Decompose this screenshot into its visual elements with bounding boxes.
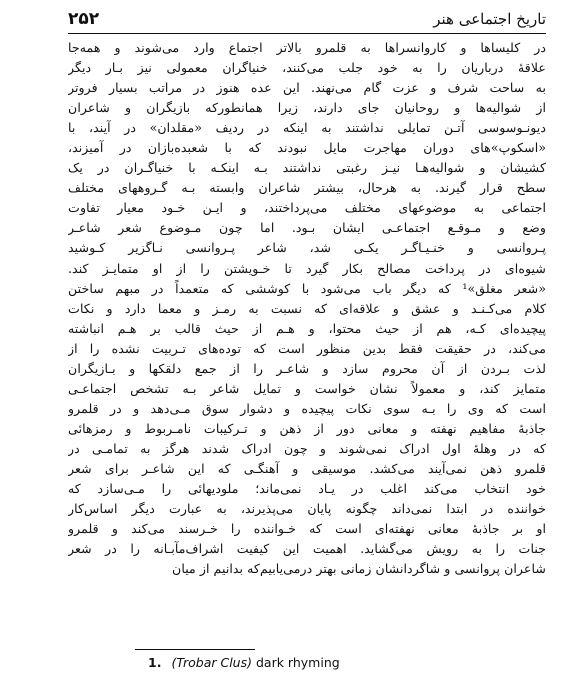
text-line: متمایز کند، و معمولاً نشان خواست و تمایل شاعر بـه تشخص اجتماعـی — [68, 380, 546, 396]
body-text — [68, 38, 546, 579]
text-line: او بر جاذبهٔ معانی نهفته‌ای است که خـواننده را خـرسند می‌کند و قلمرو — [68, 521, 546, 537]
text-line: شیوه‌ای در پرداخت مصالح بکار گیرد تا خـویشتن را از او متمایـز کند. — [68, 260, 546, 276]
text-line: سطح قرار گیرند. به هرحال، بیشتر شاعران وابسته بـه گـروههای مختلف — [68, 180, 546, 196]
text-line: پـروانسی و خنـیـاگـر یکـی شد، شاعر پـروانسی نـاگزیر کـوشید — [68, 240, 546, 256]
text-line: شاعران پروانسی و شاگردانشان زمانی بهتر درمی‌یابیم‌که بدانیم از میان — [172, 561, 546, 577]
text-line: علاقهٔ درباریان را به خود جلب می‌کنند، خنیاگران معمولی نیز بـار دیگر — [68, 60, 546, 76]
footnote-term: (Trobar Clus) — [171, 655, 252, 670]
header-rule — [68, 33, 546, 34]
text-line: جنات را به رویش می‌گشاید. اهمیت این کیفیت اشراف‌مآبـانه را در شعر — [68, 541, 546, 557]
text-line: می‌کند، در حقیقت فقط بدین منظور است که توده‌های تـربیت نشده را از — [68, 340, 546, 356]
text-line: وضع و مـوقـع اجتماعـی ایشان بـود. اما چون مـوضوع شعر شاعـر — [68, 220, 546, 236]
page-header — [68, 6, 546, 32]
footnote-number: 1. — [148, 655, 162, 670]
page-number: ۲۵۲ — [68, 9, 100, 29]
footnote-rule — [135, 649, 255, 650]
text-line: به ساحت شرف و عزت گام می‌نهند. این عده هنوز در مراتب بسیار فروتر — [68, 80, 546, 96]
text-line: دیونـوسوسی آتـن تمایلی نداشتند به اینکه در ردیف «مقلدان» در آیند، با — [68, 120, 546, 136]
text-line: جاذبهٔ مفاهیم نهفته و معانی دور از ذهن و تـرکیبات نامـربوط و رمزهائی — [68, 420, 546, 436]
text-line: «اسکوپ»های دوران مهاجرت مایل نبودند که با شعبده‌بازان در آمیزند، — [68, 140, 546, 156]
text-line: از شوالیه‌ها و روحانیان جای دارند، زیرا همانطورکه بازیگران و شاعران — [68, 100, 546, 116]
text-line: خواننده در ابتدا نمی‌داند چگونه پایان می‌پذیرند، به عبارت دیگر اساس‌کار — [68, 501, 546, 517]
text-line: «شعر مغلق»¹ که دیگر باب می‌شود با کوششی که متعمداً در مبهم ساختن — [68, 280, 546, 296]
text-line: است که وی را بـه سوی نکات پیچیده و دشوار سوق مـی‌دهد و در قلمرو — [68, 400, 546, 416]
text-line: قلمرو ذهن نمی‌آیند می‌کشد. موسیقی و آهنگـی که این شاعـر برای شعر — [68, 460, 546, 476]
text-line: پیچیده‌ای کـه، هم از حیث محتوا، و هـم از حیث قالب بر هـم انباشته — [68, 320, 546, 336]
text-line: لذت بـردن از آن محروم سازد و شاعـر را از جمع دلقکها و بـازیگران — [68, 360, 546, 376]
text-line: که در وهلهٔ اول ادراک نمی‌شوند و چون ادراک شدند هرگز به تمامـی در — [68, 440, 546, 456]
text-line: در کلیساها و کاروانسراها به قلمرو بالاتر اجتماع وارد می‌شوند و همه‌جا — [68, 40, 546, 55]
text-line: کلام می‌کـنـد و عشق و علاقه‌ای که نسبت به رمـز و معما دارد و نکات — [68, 300, 546, 316]
running-title: تاریخ اجتماعی هنر — [433, 10, 546, 28]
text-line: خود انتخاب می‌کند اغلب در یـاد نمی‌ماند؛ ملودیهائی را مـی‌سازد که — [68, 481, 546, 497]
text-line: اجتماعی به موضوعهای مختلف می‌پرداختند، و ایـن خـود معیار تفاوت — [68, 200, 546, 216]
footnote — [148, 655, 340, 670]
footnote-text: dark rhyming — [255, 655, 340, 670]
text-line: کشیشان و شوالیه‌هـا نیـز رغبتی نداشتند بـه اینکـه با خنیاگـران در یک — [68, 160, 546, 176]
